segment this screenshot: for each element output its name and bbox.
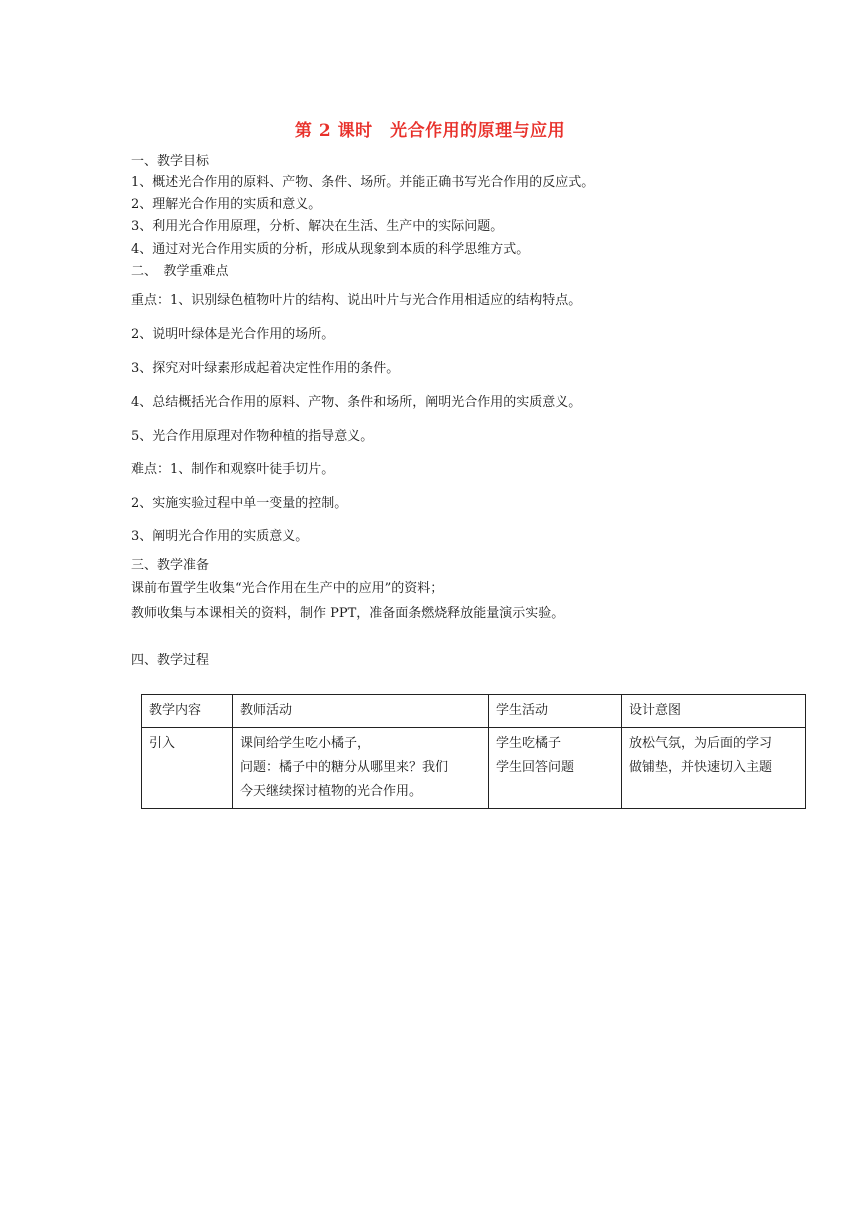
cell-text: 课间给学生吃小橘子， xyxy=(240,736,371,751)
content-cell xyxy=(142,728,233,809)
header-cell: 学生活动 xyxy=(489,695,622,728)
preparation-heading: 三、教学准备 xyxy=(131,558,210,573)
header-cell: 设计意图 xyxy=(622,695,806,728)
cell-text: 学生吃橘子 xyxy=(496,736,562,751)
key-point-item: 3、探究对叶绿素形成起着决定性作用的条件。 xyxy=(131,361,400,376)
table-header-row xyxy=(142,695,806,728)
cell-text: 学生回答问题 xyxy=(496,760,575,775)
design-intent-cell xyxy=(622,728,806,809)
difficulty-item: 难点：1、制作和观察叶徒手切片。 xyxy=(131,462,335,477)
objective-item: 4、通过对光合作用实质的分析，形成从现象到本质的科学思维方式。 xyxy=(131,242,530,257)
teacher-activity-cell xyxy=(233,728,489,809)
cell-text: 放松气氛，为后面的学习 xyxy=(629,736,773,751)
student-activity-cell xyxy=(489,728,622,809)
process-table xyxy=(141,694,806,809)
key-point-item: 5、光合作用原理对作物种植的指导意义。 xyxy=(131,429,374,444)
key-points-heading: 二、 教学重难点 xyxy=(131,264,229,279)
preparation-item: 教师收集与本课相关的资料，制作 PPT，准备面条燃烧释放能量演示实验。 xyxy=(131,606,565,621)
difficulty-item: 2、实施实验过程中单一变量的控制。 xyxy=(131,496,348,511)
cell-text: 引入 xyxy=(149,736,176,751)
difficulty-item: 3、阐明光合作用的实质意义。 xyxy=(131,529,309,544)
header-cell: 教学内容 xyxy=(142,695,233,728)
objective-item: 3、利用光合作用原理，分析、解决在生活、生产中的实际问题。 xyxy=(131,219,504,234)
table-row xyxy=(142,728,806,809)
objectives-heading: 一、教学目标 xyxy=(131,154,210,169)
objective-item: 1、概述光合作用的原料、产物、条件、场所。并能正确书写光合作用的反应式。 xyxy=(131,175,595,190)
cell-text: 问题：橘子中的糖分从哪里来？我们 xyxy=(240,760,449,775)
preparation-item: 课前布置学生收集“光合作用在生产中的应用”的资料； xyxy=(131,581,444,596)
objective-item: 2、理解光合作用的实质和意义。 xyxy=(131,197,322,212)
cell-text: 今天继续探讨植物的光合作用。 xyxy=(240,784,423,799)
lesson-title: 第 2 课时 光合作用的原理与应用 xyxy=(294,121,566,141)
key-point-item: 重点：1、识别绿色植物叶片的结构、说出叶片与光合作用相适应的结构特点。 xyxy=(131,293,582,308)
key-point-item: 4、总结概括光合作用的原料、产物、条件和场所，阐明光合作用的实质意义。 xyxy=(131,395,582,410)
process-heading: 四、教学过程 xyxy=(131,653,210,668)
cell-text: 做铺垫，并快速切入主题 xyxy=(629,760,773,775)
header-cell: 教师活动 xyxy=(233,695,489,728)
key-point-item: 2、说明叶绿体是光合作用的场所。 xyxy=(131,327,335,342)
